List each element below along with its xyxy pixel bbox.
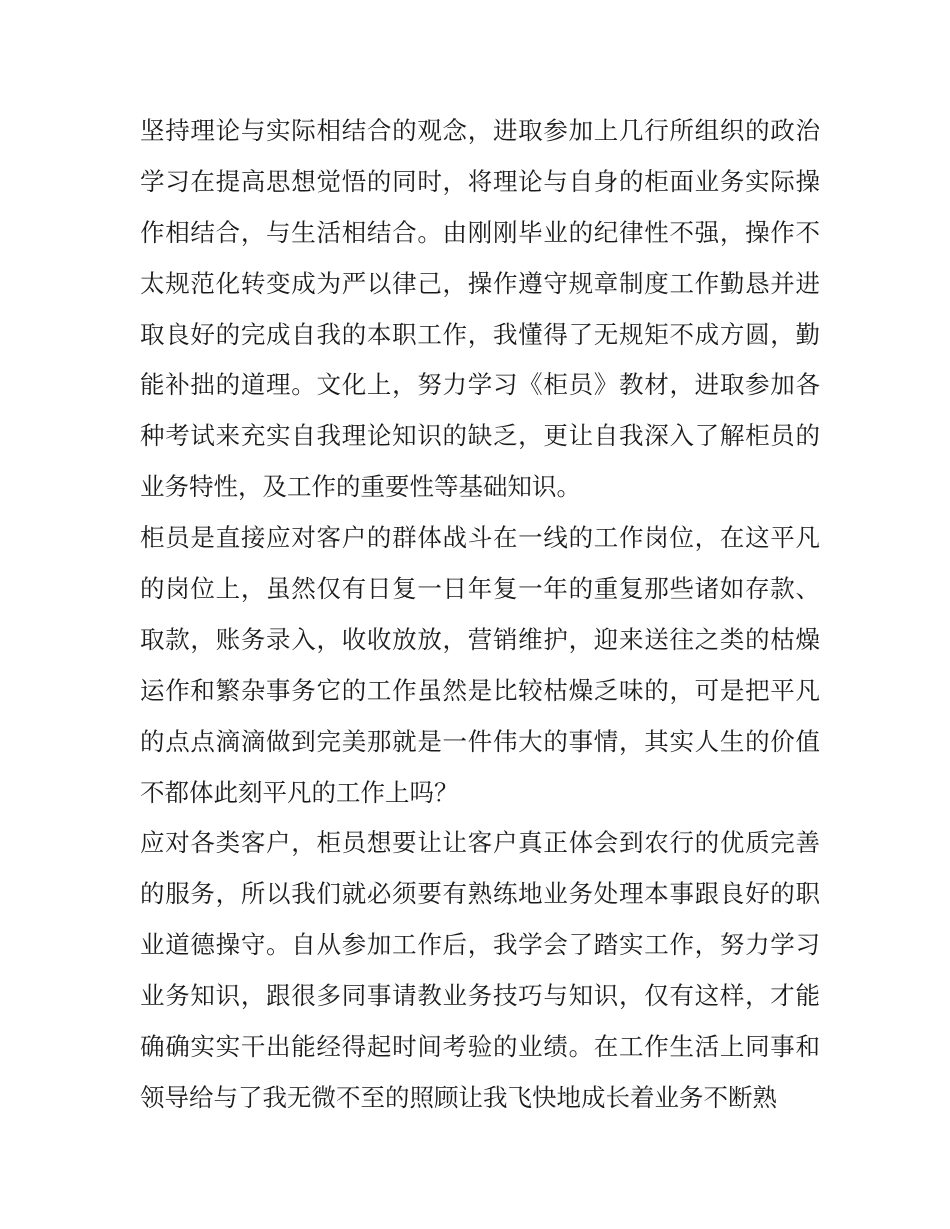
- text-line: 业务知识，跟很多同事请教业务技巧与知识，仅有这样，才能: [140, 981, 820, 1011]
- text-line: 坚持理论与实际相结合的观念，进取参加上几行所组织的政治: [140, 116, 820, 145]
- text-line: 种考试来充实自我理论知识的缺乏，更让自我深入了解柜员的: [140, 421, 820, 451]
- text-line: 取款，账务录入，收收放放，营销维护，迎来送往之类的枯燥: [140, 624, 820, 654]
- text-line: 确确实实干出能经得起时间考验的业绩。在工作生活上同事和: [140, 1032, 820, 1062]
- text-line: 取良好的完成自我的本职工作，我懂得了无规矩不成方圆，勤: [140, 319, 820, 349]
- text-line: 能补拙的道理。文化上，努力学习《柜员》教材，进取参加各: [140, 370, 820, 400]
- text-line: 领导给与了我无微不至的照顾让我飞快地成长着业务不断熟: [140, 1082, 777, 1112]
- text-line: 的岗位上，虽然仅有日复一日年复一年的重复那些诸如存款、: [140, 574, 820, 604]
- text-line: 的服务，所以我们就必须要有熟练地业务处理本事跟良好的职: [140, 879, 820, 909]
- text-line: 应对各类客户，柜员想要让让客户真正体会到农行的优质完善: [140, 828, 820, 858]
- text-line: 运作和繁杂事务它的工作虽然是比较枯燥乏味的，可是把平凡: [140, 675, 820, 705]
- text-line: 不都体此刻平凡的工作上吗？: [140, 777, 459, 807]
- text-line: 作相结合，与生活相结合。由刚刚毕业的纪律性不强，操作不: [140, 217, 820, 247]
- text-line: 柜员是直接应对客户的群体战斗在一线的工作岗位，在这平凡: [140, 523, 820, 553]
- text-line: 的点点滴滴做到完美那就是一件伟大的事情，其实人生的价值: [140, 726, 820, 756]
- text-line: 学习在提高思想觉悟的同时，将理论与自身的柜面业务实际操: [140, 166, 820, 196]
- text-line: 太规范化转变成为严以律己，操作遵守规章制度工作勤恳并进: [140, 268, 820, 298]
- body-text: [140, 106, 820, 1124]
- text-line: 业道德操守。自从参加工作后，我学会了踏实工作，努力学习: [140, 930, 820, 960]
- text-line: 业务特性，及工作的重要性等基础知识。: [140, 472, 581, 502]
